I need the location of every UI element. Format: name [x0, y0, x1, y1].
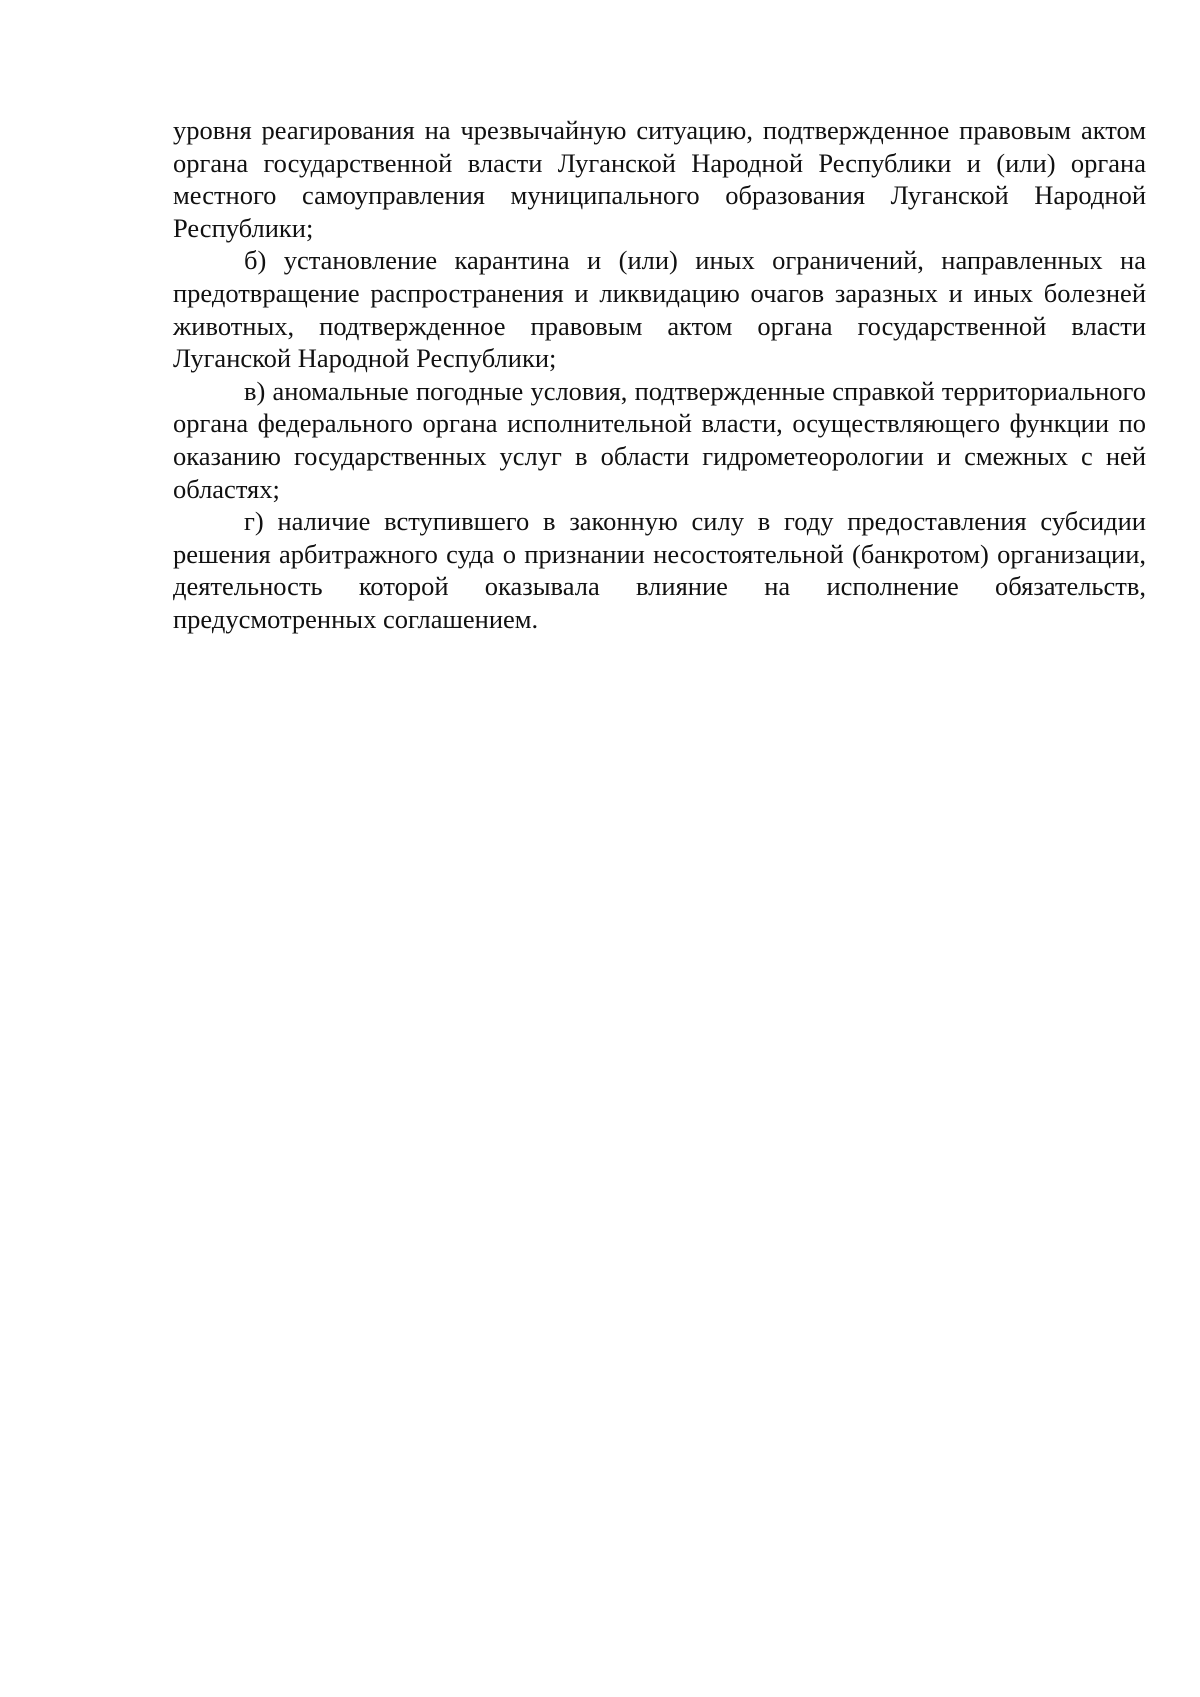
paragraph-continuation: уровня реагирования на чрезвычайную ситуацию, подтвержденное правовым актом органа государственной власти Луганской Народной Республики и (или) органа местного самоуправления муниципального образования Луганской Народной Республики;: [173, 115, 1146, 243]
paragraph-item-b: б) установление карантина и (или) иных ограничений, направленных на предотвращение распространения и ликвидацию очагов заразных и иных болезней животных, подтвержденное правовым актом органа государственной власти Луганской Народной Республики;: [173, 245, 1146, 374]
paragraph-item-v: в) аномальные погодные условия, подтвержденные справкой территориального органа федерального органа исполнительной власти, осуществляющего функции по оказанию государственных услуг в области гидрометеорологии и смежных с ней областях;: [173, 375, 1146, 504]
paragraph-item-g: г) наличие вступившего в законную силу в году предоставления субсидии решения арбитражного суда о признании несостоятельной (банкротом) организации, деятельность которой оказывала влияние на исполнение обязательств, предусмотренных соглашением.: [173, 506, 1146, 634]
document-body: [173, 114, 1146, 636]
